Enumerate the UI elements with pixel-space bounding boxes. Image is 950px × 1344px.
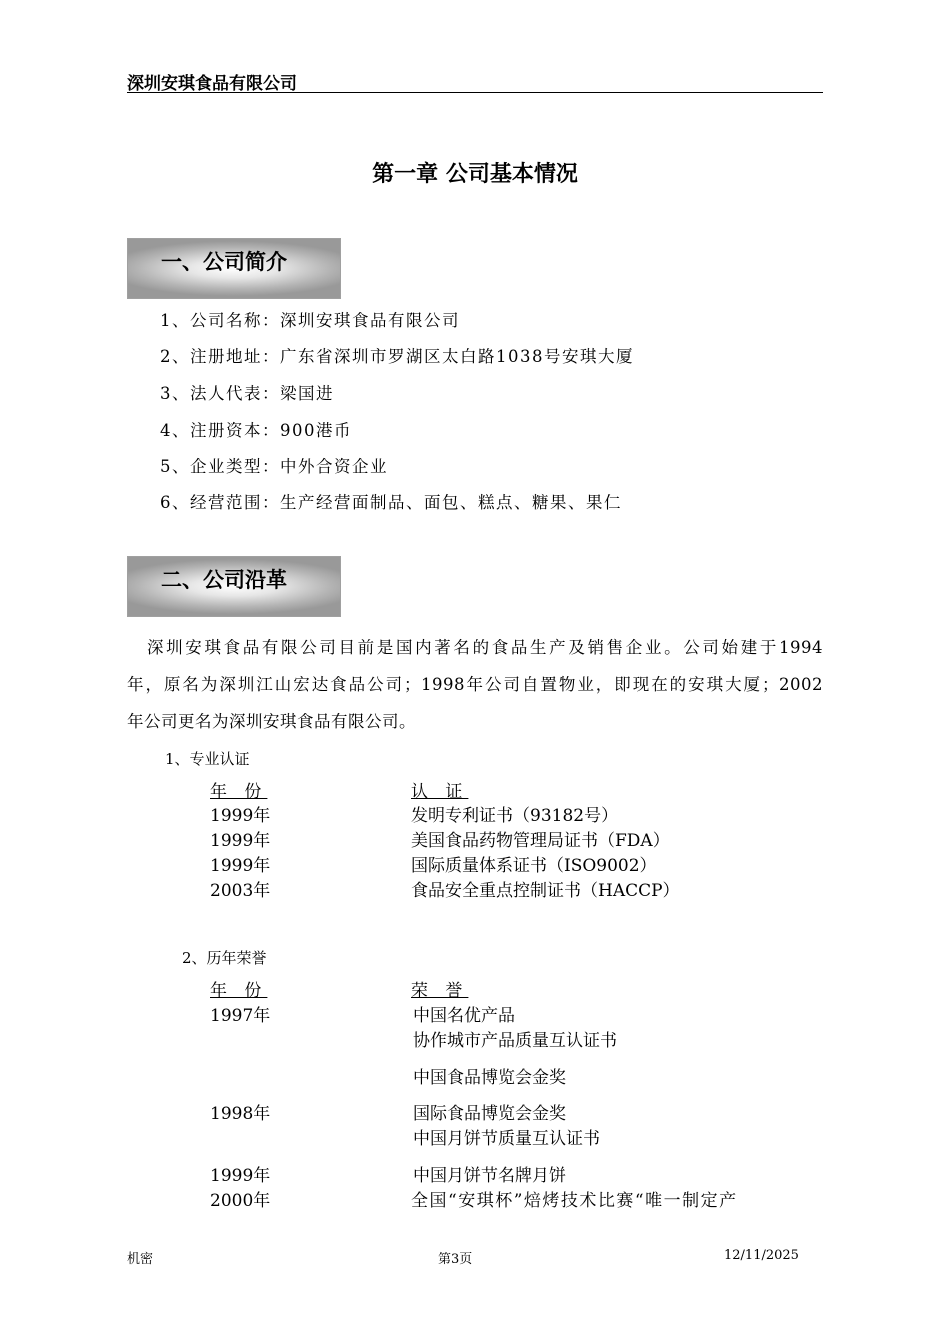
page-header-company: 深圳安琪食品有限公司 bbox=[127, 74, 297, 94]
section-heading-box bbox=[127, 556, 341, 617]
info-item: 5、企业类型：中外合资企业 bbox=[160, 457, 388, 476]
honor-year: 1997年 bbox=[210, 1006, 271, 1026]
honor-item: 协作城市产品质量互认证书 bbox=[413, 1031, 617, 1051]
header-divider bbox=[127, 92, 823, 93]
column-header-cert: 认 证 bbox=[411, 782, 469, 802]
history-paragraph bbox=[127, 629, 823, 740]
subsection-heading: 1、专业认证 bbox=[165, 750, 250, 768]
chapter-title: 第一章 公司基本情况 bbox=[372, 162, 578, 187]
section-heading-box bbox=[127, 238, 341, 299]
honor-item: 中国食品博览会金奖 bbox=[413, 1068, 566, 1088]
cert-year: 2003年 bbox=[210, 881, 271, 901]
cert-item: 美国食品药物管理局证书（FDA） bbox=[411, 831, 670, 851]
honor-year: 1999年 bbox=[210, 1166, 271, 1186]
honor-item: 中国月饼节质量互认证书 bbox=[413, 1129, 600, 1149]
info-item: 4、注册资本：900港币 bbox=[160, 421, 352, 440]
info-item: 3、法人代表：梁国进 bbox=[160, 384, 334, 403]
honor-item: 中国月饼节名牌月饼 bbox=[413, 1166, 566, 1186]
column-header-year: 年 份 bbox=[210, 782, 268, 802]
section-heading: 二、公司沿革 bbox=[161, 568, 287, 592]
info-item: 1、公司名称：深圳安琪食品有限公司 bbox=[160, 311, 460, 330]
honor-year: 1998年 bbox=[210, 1104, 271, 1124]
paragraph-line: 深圳安琪食品有限公司目前是国内著名的食品生产及销售企业。公司始建于1994 bbox=[147, 638, 823, 657]
honor-item: 中国名优产品 bbox=[413, 1006, 515, 1026]
paragraph-line: 年，原名为深圳江山宏达食品公司；1998年公司自置物业，即现在的安琪大厦；2002 bbox=[127, 675, 823, 694]
cert-year: 1999年 bbox=[210, 856, 271, 876]
cert-year: 1999年 bbox=[210, 831, 271, 851]
cert-item: 食品安全重点控制证书（HACCP） bbox=[411, 881, 680, 901]
footer-confidential: 机密 bbox=[127, 1252, 154, 1267]
cert-item: 发明专利证书（93182号） bbox=[411, 806, 619, 826]
info-item: 6、经营范围：生产经营面制品、面包、糕点、糖果、果仁 bbox=[160, 493, 622, 512]
column-header-honor: 荣 誉 bbox=[411, 981, 469, 1001]
cert-year: 1999年 bbox=[210, 806, 271, 826]
info-item: 2、注册地址：广东省深圳市罗湖区太白路1038号安琪大厦 bbox=[160, 347, 634, 366]
paragraph-line: 年公司更名为深圳安琪食品有限公司。 bbox=[127, 712, 416, 731]
honor-year: 2000年 bbox=[210, 1191, 271, 1211]
footer-page-number: 第3页 bbox=[438, 1252, 473, 1267]
cert-item: 国际质量体系证书（ISO9002） bbox=[411, 856, 657, 876]
subsection-heading: 2、历年荣誉 bbox=[182, 949, 267, 967]
section-heading: 一、公司简介 bbox=[161, 250, 287, 274]
honor-item: 全国“安琪杯”焙烤技术比赛“唯一制定产 bbox=[411, 1191, 738, 1211]
footer-date: 12/11/2025 bbox=[724, 1248, 799, 1263]
column-header-year: 年 份 bbox=[210, 981, 268, 1001]
honor-item: 国际食品博览会金奖 bbox=[413, 1104, 566, 1124]
